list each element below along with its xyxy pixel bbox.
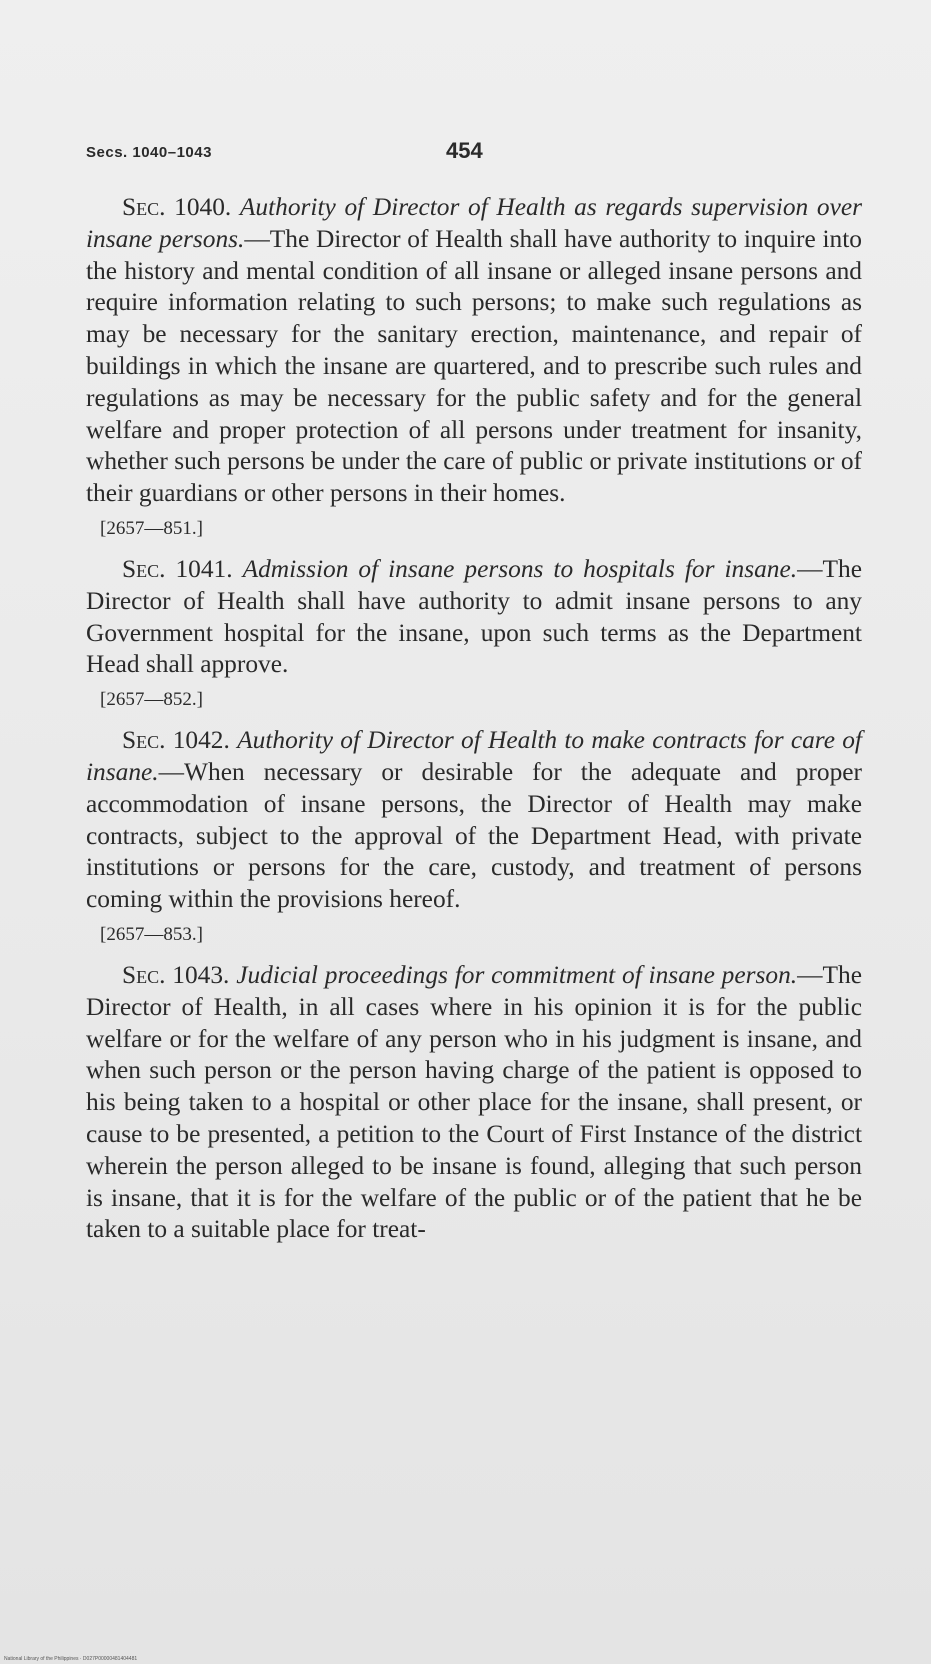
body-text <box>86 192 862 1246</box>
section-body: —The Director of Health shall have authority to inquire into the history and mental condition of all insane or alleged insane persons and require information relating to such persons; to make such regulations as may be necessary for the sanitary erection, maintenance, and repair of buildings in which the insane are quartered, and to prescribe such rules and regulations as may be necessary for the public safety and for the general welfare and proper protection of all persons under treatment for insanity, whether such persons be under the care of public or private institutions or of their guardians or other persons in their homes. <box>86 224 862 508</box>
section-body: —When necessary or desirable for the adequate and proper accommodation of insane persons, the Director of Health may make contracts, subject to the approval of the Department Head, with private institutions or persons for the care, custody, and treatment of persons coming within the provisions hereof. <box>86 757 862 914</box>
section-1041 <box>86 554 862 681</box>
section-label: Sec. 1041. <box>122 554 233 583</box>
page-header <box>86 138 876 168</box>
section-title: Admission of insane persons to hospitals for insane. <box>242 554 798 583</box>
section-range-label: Secs. 1040–1043 <box>86 144 212 161</box>
section-1040 <box>86 192 862 510</box>
section-1042 <box>86 725 862 916</box>
section-citation: [2657—853.] <box>100 923 203 945</box>
section-body: —The Director of Health, in all cases where in his opinion it is for the public welfare or for the welfare of any person who in his judgment is insane, and when such person or the person having charge of the patient is opposed to his being taken to a hospital or other place for the insane, shall present, or cause to be presented, a petition to the Court of First Instance of the district wherein the person alleged to be insane is found, alleging that such person is insane, that it is for the welfare of the public or of the patient that he be taken to a suitable place for treat- <box>86 960 862 1244</box>
section-title: Authority of Director of Health to make contracts for care of insane. <box>86 726 862 786</box>
section-label: Sec. 1042. <box>122 726 230 755</box>
section-title: Judicial proceedings for commitment of insane person. <box>236 960 798 989</box>
section-body: —The Director of Health shall have authority to admit insane persons to any Government hospital for the insane, upon such terms as the Department Head shall approve. <box>86 554 862 679</box>
section-label: Sec. 1040. <box>122 193 232 221</box>
section-1043 <box>86 960 862 1246</box>
section-citation: [2657—851.] <box>100 517 203 539</box>
footer-watermark: National Library of the Philippines · D027P00000481404481 <box>4 1656 138 1662</box>
page-number: 454 <box>446 138 483 163</box>
section-citation: [2657—852.] <box>100 689 203 711</box>
section-title: Authority of Director of Health as regards supervision over insane persons. <box>86 193 862 253</box>
section-label: Sec. 1043. <box>122 960 230 989</box>
